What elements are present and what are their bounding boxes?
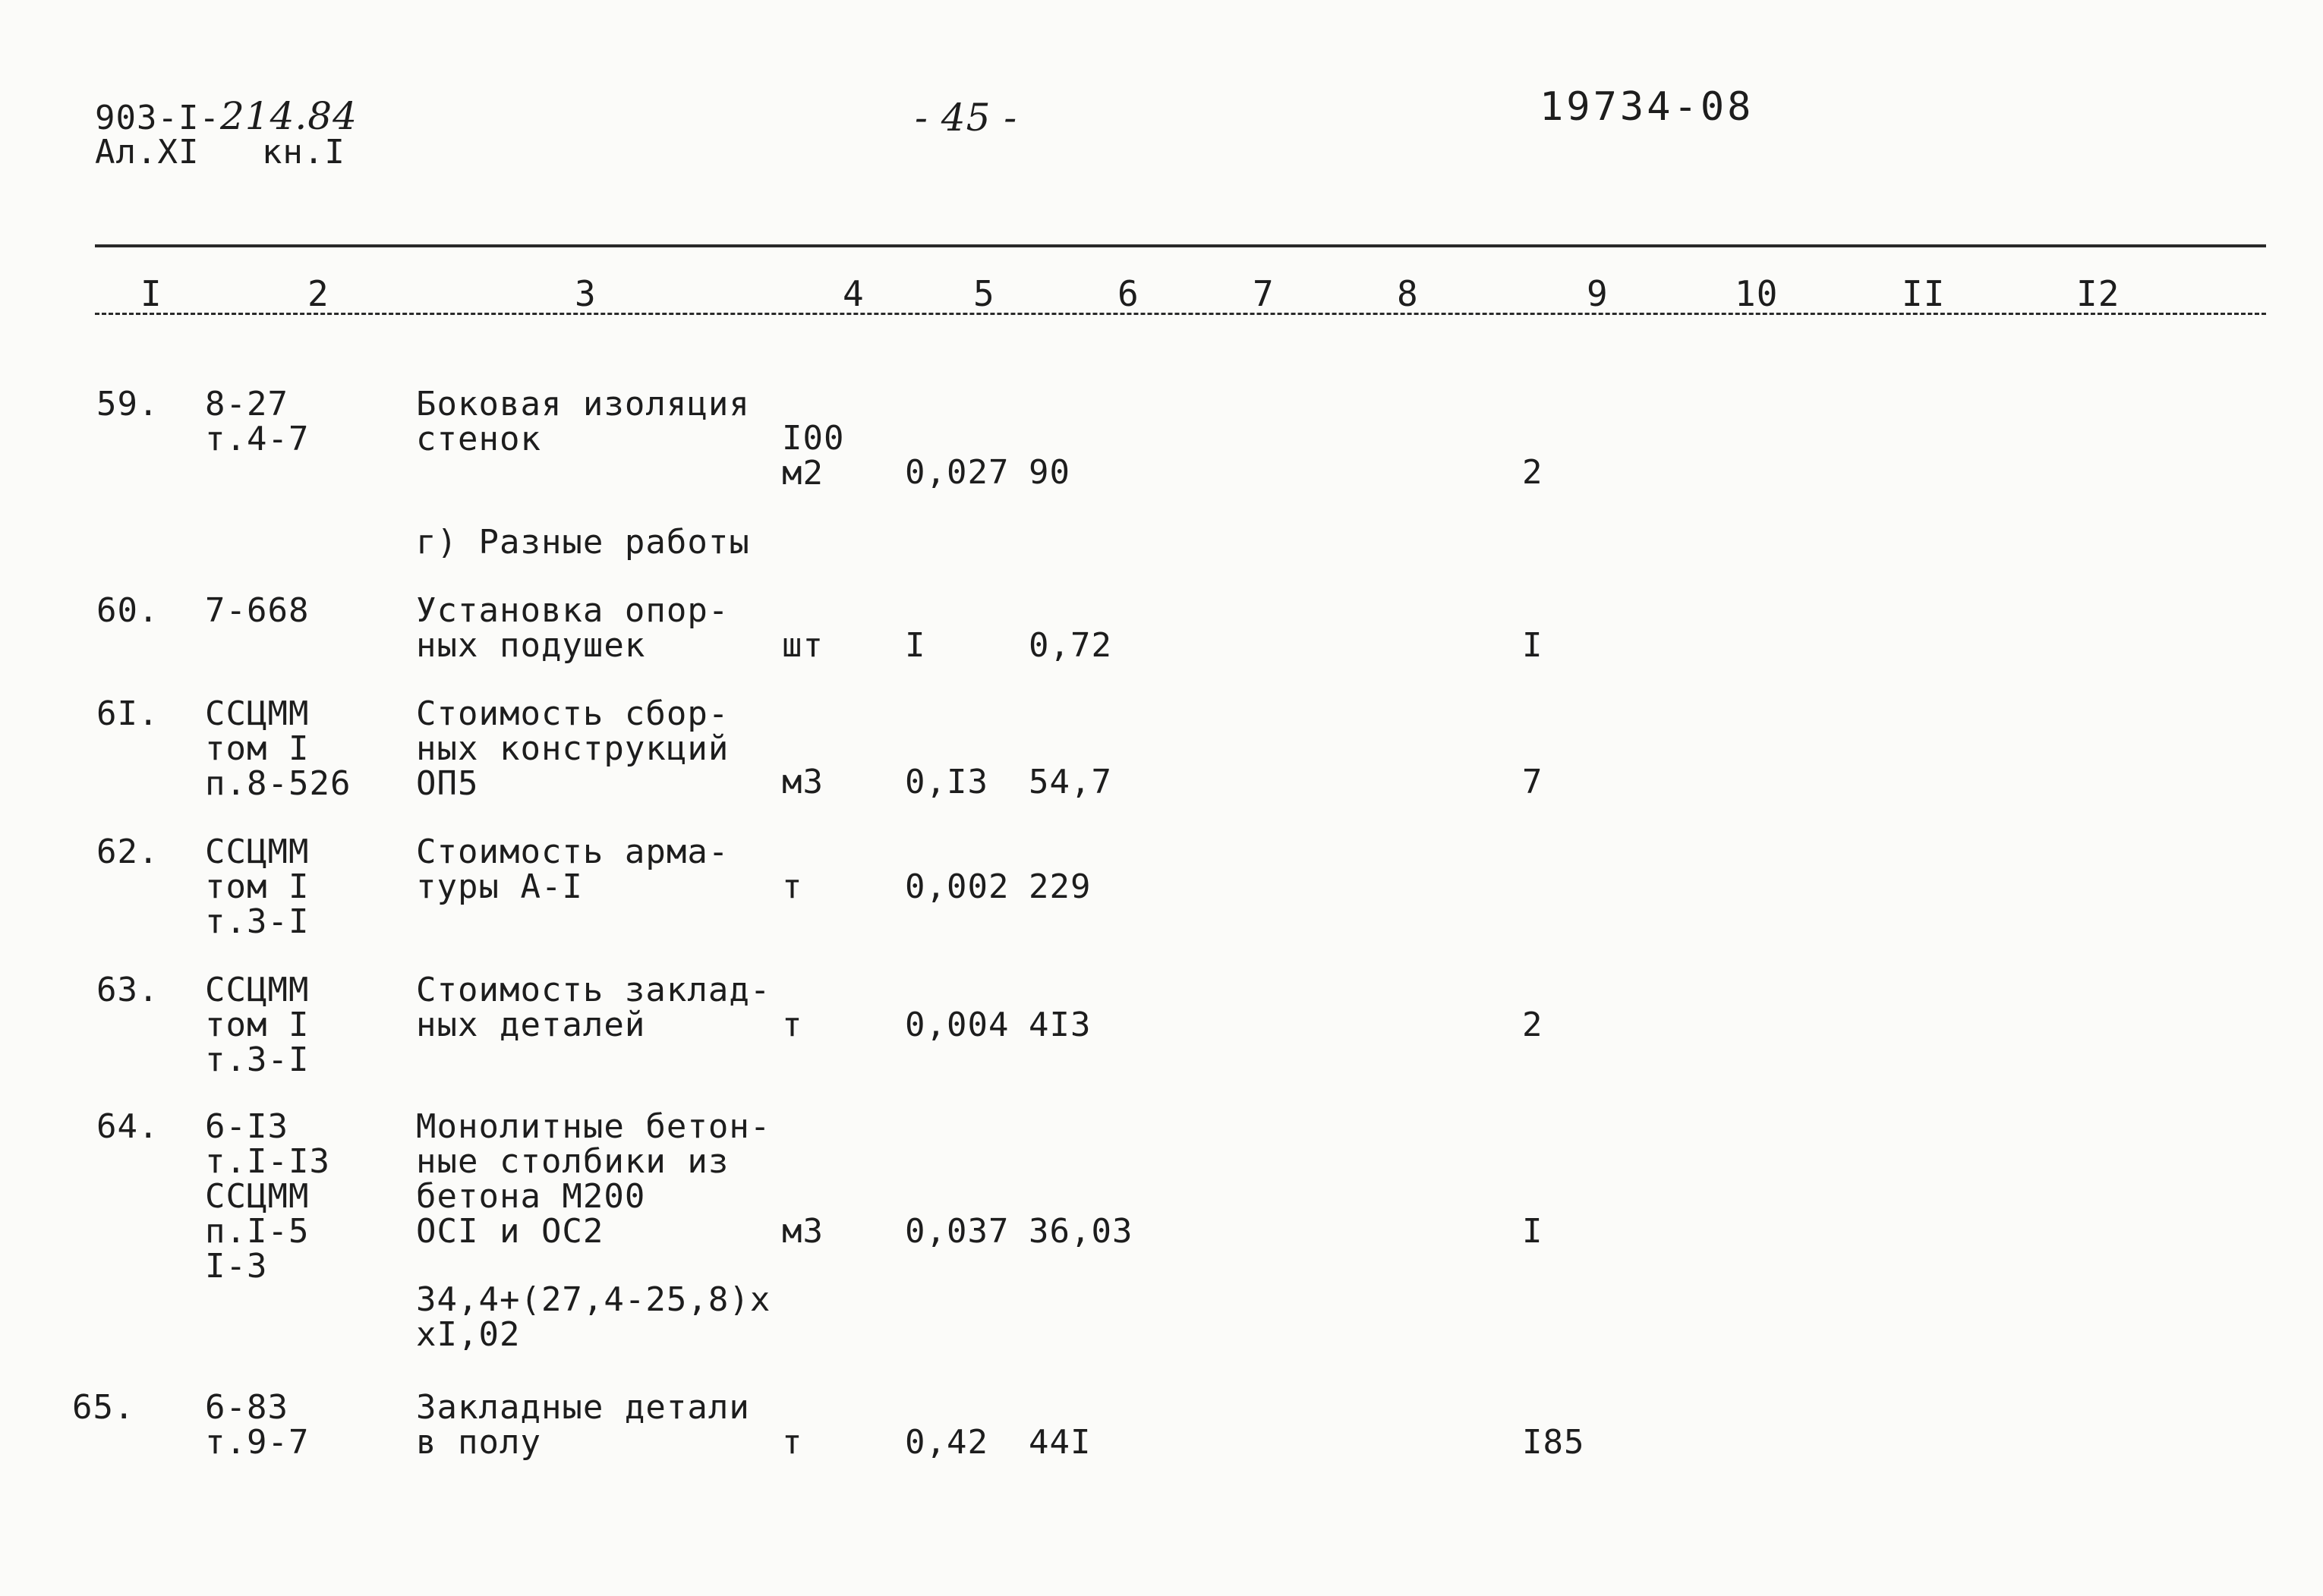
quantity: 0,42 — [905, 1423, 988, 1462]
column-number: 9 — [1587, 273, 1609, 314]
row-number: 60. — [96, 591, 159, 630]
quantity: 0,I3 — [905, 763, 988, 801]
work-name: Стоимость арма- туры А-I — [416, 833, 730, 906]
row-number: 65. — [72, 1388, 135, 1427]
row-number: 59. — [96, 385, 159, 423]
norm-code: 8-27 т.4-7 — [205, 385, 310, 458]
quantity: 0,004 — [905, 1006, 1010, 1044]
row-number: 63. — [96, 971, 159, 1009]
unit: т — [782, 1006, 803, 1044]
column-9-value: I — [1522, 626, 1543, 665]
section-title: г) Разные работы — [416, 523, 750, 562]
unit-price: 90 — [1029, 453, 1070, 492]
norm-code: ССЦММ том I т.3-I — [205, 833, 310, 941]
work-name: Закладные детали в полу — [416, 1388, 750, 1462]
column-number: I2 — [2076, 273, 2120, 314]
norm-code: 6-I3 т.I-I3 ССЦММ п.I-5 I-3 — [205, 1107, 330, 1286]
column-number: 6 — [1117, 273, 1139, 314]
norm-code: 6-83 т.9-7 — [205, 1388, 310, 1462]
row-number: 62. — [96, 833, 159, 871]
column-number: 8 — [1397, 273, 1419, 314]
norm-code: ССЦММ том I т.3-I — [205, 971, 310, 1079]
row-number: 6I. — [96, 694, 159, 733]
album-book-line: Ал.XI кн.I — [95, 133, 345, 172]
norm-code: ССЦММ том I п.8-526 — [205, 694, 351, 803]
column-9-value: 7 — [1522, 763, 1543, 801]
column-9-value: I85 — [1522, 1423, 1585, 1462]
column-number: 2 — [307, 273, 329, 314]
quantity: 0,027 — [905, 453, 1010, 492]
column-number: 10 — [1735, 273, 1779, 314]
work-name: Стоимость заклад- ных деталей — [416, 971, 771, 1044]
column-number: 7 — [1253, 273, 1275, 314]
quantity: 0,037 — [905, 1212, 1010, 1251]
column-number: II — [1902, 273, 1946, 314]
row-number: 64. — [96, 1107, 159, 1146]
page-number: - 45 - — [915, 96, 1018, 140]
unit: т — [782, 867, 803, 906]
unit: т — [782, 1423, 803, 1462]
column-9-value: 2 — [1522, 1006, 1543, 1044]
document-code — [95, 94, 358, 138]
quantity: 0,002 — [905, 867, 1010, 906]
column-9-value: 2 — [1522, 453, 1543, 492]
unit-price: 4I3 — [1029, 1006, 1092, 1044]
calculation-note: 34,4+(27,4-25,8)х хI,02 — [416, 1280, 771, 1354]
unit-price: 54,7 — [1029, 763, 1112, 801]
unit-price: 0,72 — [1029, 626, 1112, 665]
column-number: 4 — [843, 273, 865, 314]
work-name: Стоимость сбор- ных конструкций ОП5 — [416, 694, 730, 803]
unit-price: 36,03 — [1029, 1212, 1133, 1251]
work-name: Боковая изоляция стенок — [416, 385, 750, 458]
work-name: Установка опор- ных подушек — [416, 591, 730, 665]
inventory-stamp: 19734-08 — [1540, 84, 1754, 130]
unit: м3 — [782, 1212, 824, 1251]
quantity: I — [905, 626, 926, 665]
column-number: 5 — [973, 273, 995, 314]
column-9-value: I — [1522, 1212, 1543, 1251]
document-code-printed: 903-I- — [95, 99, 220, 137]
column-number: 3 — [575, 273, 597, 314]
unit: м3 — [782, 763, 824, 801]
document-code-handwritten: 214.84 — [219, 94, 358, 138]
table-top-rule — [95, 244, 2266, 247]
column-number: I — [140, 273, 162, 314]
work-name: Монолитные бетон- ные столбики из бетона М200 ОСI и ОС2 — [416, 1107, 771, 1251]
table-header-rule — [95, 313, 2266, 315]
unit-price: 44I — [1029, 1423, 1092, 1462]
unit-price: 229 — [1029, 867, 1092, 906]
unit: шт — [782, 626, 824, 665]
unit: I00 м2 — [782, 419, 845, 493]
norm-code: 7-668 — [205, 591, 310, 630]
